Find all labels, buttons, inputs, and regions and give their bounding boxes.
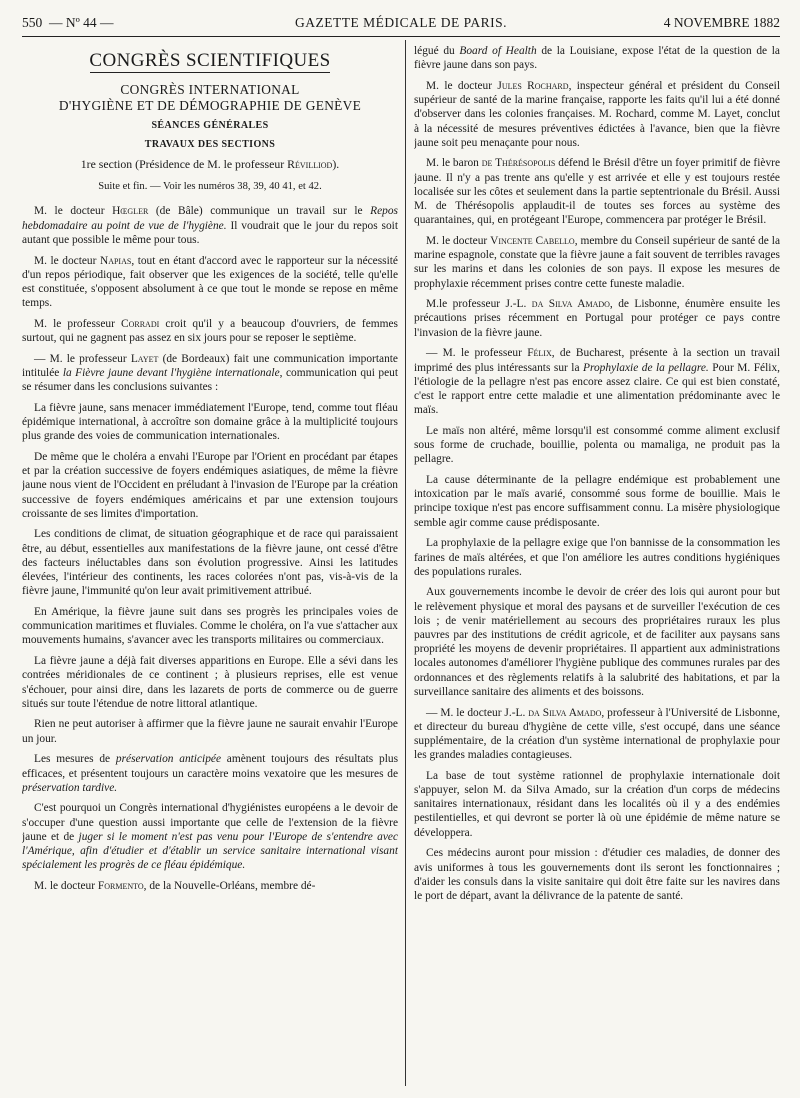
section-title-rule [90,72,330,73]
issue-date: 4 NOVEMBRE 1882 [663,15,780,30]
paragraph-conclusion-3: Les conditions de climat, de situation géographique et de race qui paraissaient être, au début, essentielles aux manifestations de la fièvre jaune, ont cessé d'être des facteurs inéluctables dans son évolution progressive. Ainsi les latitudes élevées, l'intérieur des continents, les races colorées n'ont pas, vis-à-vis de la fièvre jaune, l'immunité qu'on leur avait primitivement attribué. [22,528,398,598]
paragraph-mais: Le maïs non altéré, même lorsqu'il est consommé comme aliment exclusif sous forme de cruchade, bouillie, polenta ou mamaliga, ne produit pas la pellagre. [414,424,780,466]
paragraph-conclusion-7: Les mesures de préservation anticipée amènent toujours des résultats plus efficaces, et présentent toujours un caractère moins vexatoire que les mesures de préservation tardive. [22,753,398,794]
presidence-heading: 1re section (Présidence de M. le professeur Révilliod). [80,157,340,172]
section-title: CONGRÈS SCIENTIFIQUES [89,50,331,71]
continuation-note: Suite et fin. — Voir les numéros 38, 39, 40 41, et 42. [98,181,322,193]
congress-title-line2: D'HYGIÈNE ET DE DÉMOGRAPHIE DE GENÈVE [58,98,362,114]
paragraph-cabello: M. le docteur Vincente Cabello, membre du Conseil supérieur de santé de la marine espagnole, constate que la fièvre jaune a fait souvent de terribles ravages sur les marins et dans les colonies de son pays. Il expose les mesures de prophylaxie récemment prises contre cette funeste maladie. [414,234,780,290]
congress-title-line1: CONGRÈS INTERNATIONAL [120,82,300,98]
paragraph-corradi: M. le professeur Corradi croit qu'il y a beaucoup d'ouvriers, de femmes surtout, qui ne gagnent pas assez en six jours pour se reposer le septième. [22,317,398,345]
paragraph-conclusion-6: Rien ne peut autoriser à affirmer que la fièvre jaune ne saurait envahir l'Europe un jour. [22,718,398,745]
right-column [414,44,780,1090]
paragraph-gouvernements: Aux gouvernements incombe le devoir de créer des lois qui auront pour but le relèvement physique et moral des paysans et de surveiller l'exécution de ces lois ; de venir matériellement au secours des propriétaires ruraux les plus pauvres par des institutions de crédit agricole, et de faciliter aux paysans sans propriété les moyens de devenir propriétaires. Il appartient aux administrations locales autonomes d'améliorer l'hygiène publique des communes rurales par des ordonnances et des règlements relatifs à la salubrité des habitations, et par la surveillance sanitaire des aliments et des boissons. [414,586,780,698]
paragraph-rochard: M. le docteur Jules Rochard, inspecteur général et président du Conseil supérieur de santé de la marine française, rapporte les faits qu'il lui a été donné d'observer dans les colonies françaises. M. Rochard, comme M. Layet, conclut à la nécessité de mesures préventives édictées à l'avance, bien que la fièvre jaune soit peu menaçante pour nous. [414,79,780,149]
paragraph-theresopolis: M. le baron de Thérésopolis défend le Brésil d'être un foyer primitif de fièvre jaune. Il n'y a pas trente ans qu'elle y est arrivée et elle y est toujours restée localisée sur les côtes et seulement dans la partie septentrionale du Brésil. Aussi M. de Thérésopolis applaudit-il de toutes ses forces au système des quarantaines, qui, en protégeant l'Europe, commencera par protéger le Brésil. [414,157,780,227]
paragraph-formento-cont: légué du Board of Health de la Louisiane, expose l'état de la question de la fièvre jaune dans son pays. [414,45,780,72]
paragraph-conclusion-4: En Amérique, la fièvre jaune suit dans ses progrès les principales voies de communication maritimes et fluviales. Comme le choléra, on l'a vue s'attacher aux mouvements humains, s'avancer avec les transports militaires ou commerciaux. [22,606,398,647]
paragraph-base-systeme: La base de tout système rationnel de prophylaxie internationale doit s'appuyer, selon M. da Silva Amado, sur la création d'un corps de médecins sanitaires internationaux, résidant dans les localités où il y a des endémies pestilentielles, et qui devront se porter là où une épidémie de même nature se développera. [414,769,780,839]
paragraph-silva-amado-1: M.le professeur J.-L. da Silva Amado, de Lisbonne, énumère ensuite les précautions prises récemment en Portugal pour protéger ce pays contre l'invasion de la fièvre jaune. [414,298,780,339]
paragraph-hoegler: M. le docteur Hœgler (de Bâle) communique un travail sur le Repos hebdomadaire au point de vue de l'hygiène. Il voudrait que le jour du repos soit autant que possible le même pour tous. [22,205,398,246]
paragraph-silva-amado-2: — M. le docteur J.-L. da Silva Amado, professeur à l'Université de Lisbonne, et directeur du bureau d'hygiène de cette ville, s'est occupé, dans une séance supplémentaire, de la création d'un système international de prophylaxie pour les grandes maladies contagieuses. [414,706,780,762]
paragraph-conclusion-5: La fièvre jaune a déjà fait diverses apparitions en Europe. Elle a sévi dans les contrées méridionales de ce continent ; à plusieurs reprises, elle est venue s'échouer, pour ainsi dire, dans les lazarets de ports de commerce ou de guerre situés sur toute l'étendue de notre littoral atlantique. [22,655,398,710]
column-divider [405,40,406,1086]
paragraph-conclusion-8: C'est pourquoi un Congrès international d'hygiénistes européens a le devoir de s'occuper d'une question aussi importante que celle de l'extension de la fièvre jaune et de juger si le moment n'est pas venu pour l'Europe de s'entendre avec l'Amérique, afin d'étudier et d'établir un service sanitaire international visant spécialement les progrès de ce fléau épidémique. [22,802,398,872]
paragraph-prophylaxie: La prophylaxie de la pellagre exige que l'on bannisse de la consommation les farines de maïs altérées, et que l'on améliore les autres conditions hygiéniques des populations rurales. [414,537,780,578]
travaux-heading: TRAVAUX DES SECTIONS [144,138,276,150]
running-header [22,12,780,34]
paragraph-medecins: Ces médecins auront pour mission : d'étudier ces maladies, de donner des avis uniformes à tous les gouvernements dont ils seront les fonctionnaires ; d'aider les consuls dans la visite sanitaire qui doit être faite sur les navires dans le port de départ, avant la délivrance de la patente de santé. [414,847,780,902]
page-number: 550 [22,15,43,30]
paragraph-conclusion-1: La fièvre jaune, sans menacer immédiatement l'Europe, tend, comme tout fléau épidémique international, à accroître son domaine grâce à la multiplicité toujours plus grande des voies de communication internationales. [22,401,398,443]
paragraph-felix: — M. le professeur Félix, de Bucharest, présente à la section un travail imprimé des plus intéressants sur la Prophylaxie de la pellagre. Pour M. Félix, l'étiologie de la pellagre n'est pas encore assez claire. Ce qui est bien constaté, c'est le rapport entre cette maladie et une alimentation prédominante avec le maïs. [414,347,780,417]
paragraph-napias: M. le docteur Napias, tout en étant d'accord avec le rapporteur sur la nécessité d'un repos périodique, fait observer que les exigences de la société, telle qu'elle est constituée, s'opposent absolument à ce que tout le monde se repose en même temps. [22,254,398,310]
header-rule [22,36,780,37]
left-column [22,44,398,1090]
paragraph-layet: — M. le professeur Layet (de Bordeaux) fait une communication importante intitulée la Fièvre jaune devant l'hygiène internationale, communication qui peut se résumer dans les conclusions suivantes : [22,352,398,394]
paragraph-formento: M. le docteur Formento, de la Nouvelle-Orléans, membre dé- [34,879,316,892]
seances-heading: SÉANCES GÉNÉRALES [151,119,269,131]
issue-number: — Nº 44 — [49,15,114,30]
paragraph-cause: La cause déterminante de la pellagre endémique est probablement une intoxication par le maïs avarié, consommé sous forme de bouillie. Mais le principe toxique n'est pas encore suffisamment connu. La misère physiologique semble agir comme cause prédisposante. [414,473,780,529]
paragraph-conclusion-2: De même que le choléra a envahi l'Europe par l'Orient en procédant par étapes et par la création successive de foyers endémiques asiatiques, de même la fièvre jaune nous vient de l'Occident en préludant à l'invasion de l'Europe par la création successive de foyers endémiques américains et par une extension toujours croissante de ses limites d'importation. [22,450,398,520]
gazette-title: GAZETTE MÉDICALE DE PARIS. [295,15,507,30]
